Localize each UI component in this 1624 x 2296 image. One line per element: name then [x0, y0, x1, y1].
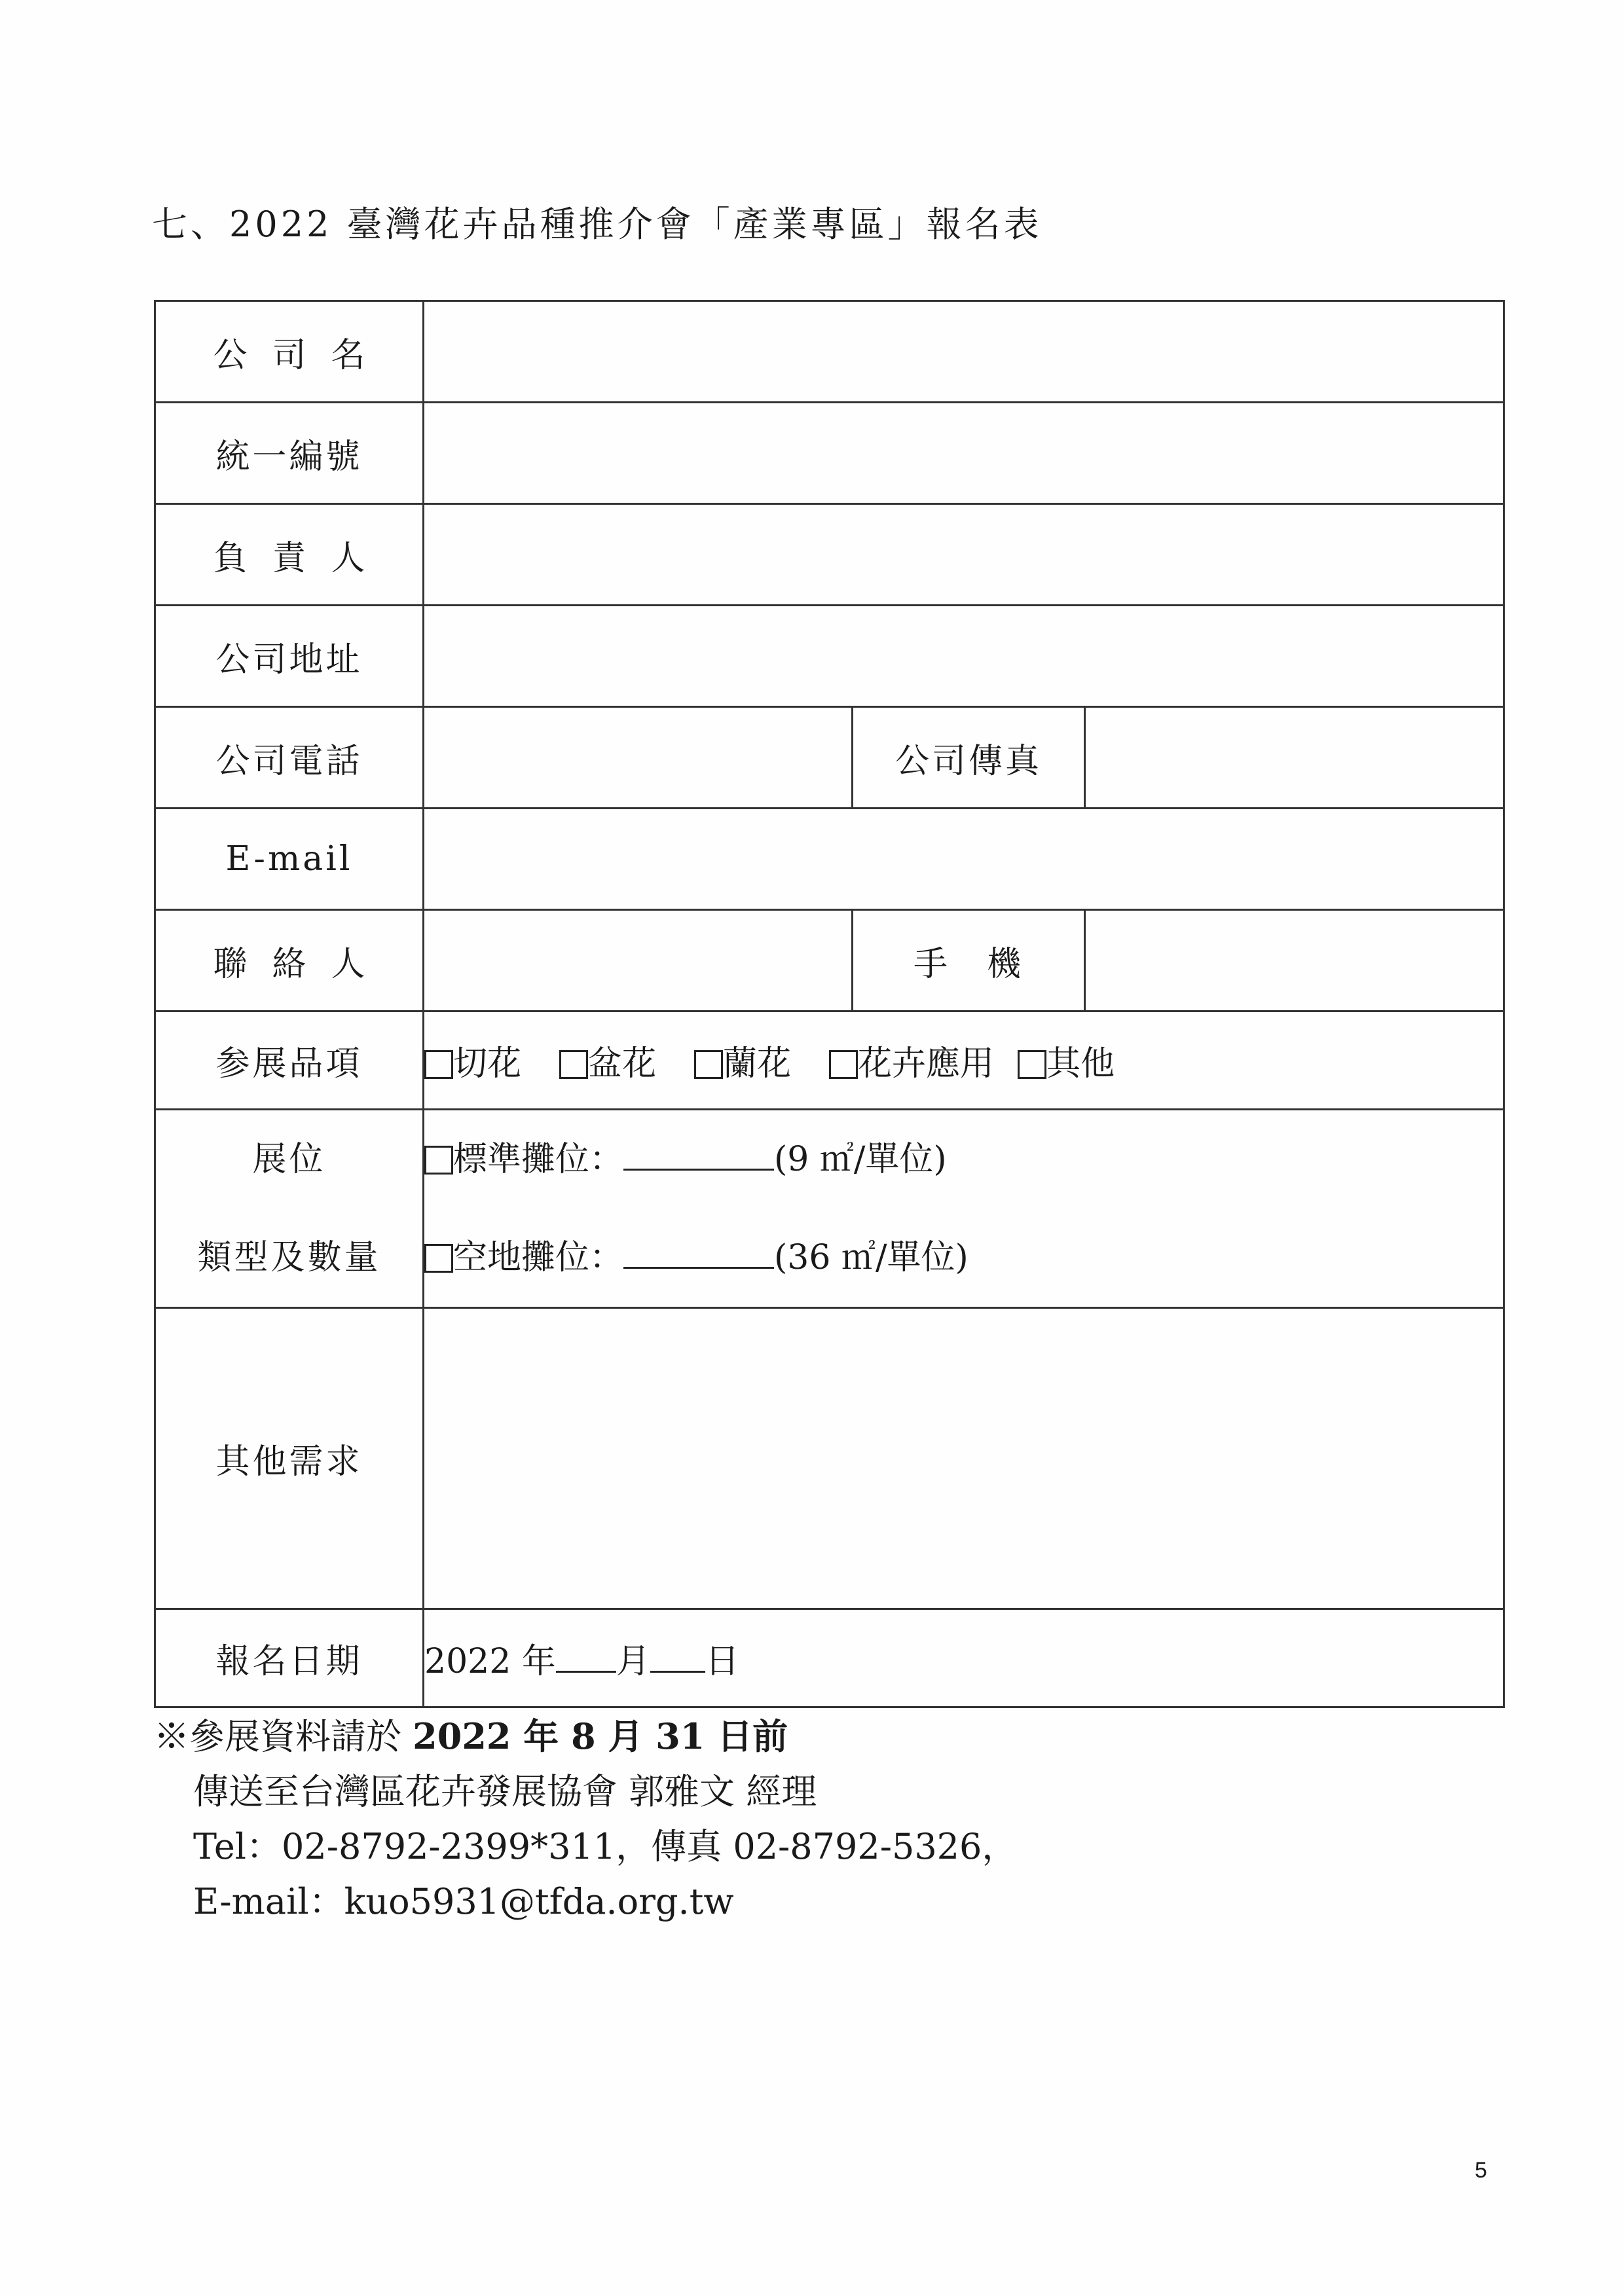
checkbox[interactable] — [559, 1050, 588, 1079]
deadline-line: ※參展資料請於 2022 年 8 月 31 日前 — [154, 1715, 788, 1757]
tel-fax-line: Tel：02-8792-2399*311，傳真 02-8792-5326， — [193, 1826, 1018, 1867]
row-address — [155, 606, 1504, 707]
category-option-potted-flowers[interactable]: 盆花 — [559, 1044, 656, 1084]
booth-label-line1: 展位 — [252, 1140, 326, 1179]
category-option-floral-applications[interactable]: 花卉應用 — [829, 1044, 994, 1084]
date-month: 月 — [616, 1642, 650, 1681]
date-day: 日 — [705, 1642, 739, 1681]
email-label: E-mail — [155, 809, 424, 910]
contact-label: 聯絡人 — [155, 910, 424, 1011]
email-line: E-mail：kuo5931@tfda.org.tw — [193, 1881, 734, 1922]
checkbox[interactable] — [1018, 1050, 1046, 1079]
phone-field[interactable] — [424, 707, 853, 809]
address-label: 公司地址 — [155, 606, 424, 707]
date-year: 2022 年 — [424, 1642, 556, 1681]
booth-label-line2: 類型及數量 — [197, 1238, 381, 1277]
row-email — [155, 809, 1504, 910]
checkbox[interactable] — [424, 1244, 453, 1273]
address-field[interactable] — [424, 606, 1504, 707]
category-option-orchids[interactable]: 蘭花 — [694, 1044, 791, 1084]
booth-standard-option: 標準攤位： (9 ㎡/單位) — [424, 1110, 1503, 1209]
tax-id-label: 統一編號 — [155, 403, 424, 504]
row-date — [155, 1609, 1504, 1707]
page-title: 七、2022 臺灣花卉品種推介會「產業專區」報名表 — [152, 204, 1043, 245]
other-requirements-field[interactable] — [424, 1308, 1504, 1609]
page-number: 5 — [1475, 2158, 1487, 2183]
row-booth — [155, 1110, 1504, 1308]
company-name-field[interactable] — [424, 301, 1504, 403]
checkbox[interactable] — [424, 1050, 453, 1079]
date-label: 報名日期 — [155, 1609, 424, 1707]
date-field — [424, 1609, 1504, 1707]
other-requirements-label: 其他需求 — [155, 1308, 424, 1609]
category-option-other[interactable]: 其他 — [1018, 1044, 1115, 1084]
contact-field[interactable] — [424, 910, 853, 1011]
tax-id-field[interactable] — [424, 403, 1504, 504]
checkbox[interactable] — [424, 1146, 453, 1175]
category-options — [424, 1011, 1504, 1110]
booth-space-option: 空地攤位： (36 ㎡/單位) — [424, 1209, 1503, 1307]
fax-label: 公司傳真 — [853, 707, 1085, 809]
booth-options — [424, 1110, 1504, 1308]
row-tax-id — [155, 403, 1504, 504]
fax-field[interactable] — [1085, 707, 1504, 809]
booth-space-quantity-blank[interactable] — [623, 1241, 774, 1269]
owner-label: 負責人 — [155, 504, 424, 606]
checkbox[interactable] — [829, 1050, 858, 1079]
deadline-date: 2022 年 8 月 31 日前 — [413, 1715, 788, 1757]
owner-field[interactable] — [424, 504, 1504, 606]
mobile-field[interactable] — [1085, 910, 1504, 1011]
row-category — [155, 1011, 1504, 1110]
category-label: 参展品項 — [155, 1011, 424, 1110]
category-option-cut-flowers[interactable]: 切花 — [424, 1044, 521, 1084]
phone-label: 公司電話 — [155, 707, 424, 809]
row-company-name — [155, 301, 1504, 403]
submission-note — [154, 1709, 1017, 1929]
row-owner — [155, 504, 1504, 606]
mobile-label: 手 機 — [853, 910, 1085, 1011]
email-field[interactable] — [424, 809, 1504, 910]
booth-label — [155, 1110, 424, 1308]
month-blank[interactable] — [556, 1645, 616, 1673]
row-phone-fax — [155, 707, 1504, 809]
recipient-line: 傳送至台灣區花卉發展協會 郭雅文 經理 — [193, 1771, 817, 1812]
registration-form — [154, 300, 1505, 1708]
row-other-requirements — [155, 1308, 1504, 1609]
booth-standard-quantity-blank[interactable] — [623, 1142, 774, 1171]
company-name-label: 公司名 — [155, 301, 424, 403]
checkbox[interactable] — [694, 1050, 723, 1079]
row-contact-mobile — [155, 910, 1504, 1011]
day-blank[interactable] — [650, 1645, 705, 1673]
